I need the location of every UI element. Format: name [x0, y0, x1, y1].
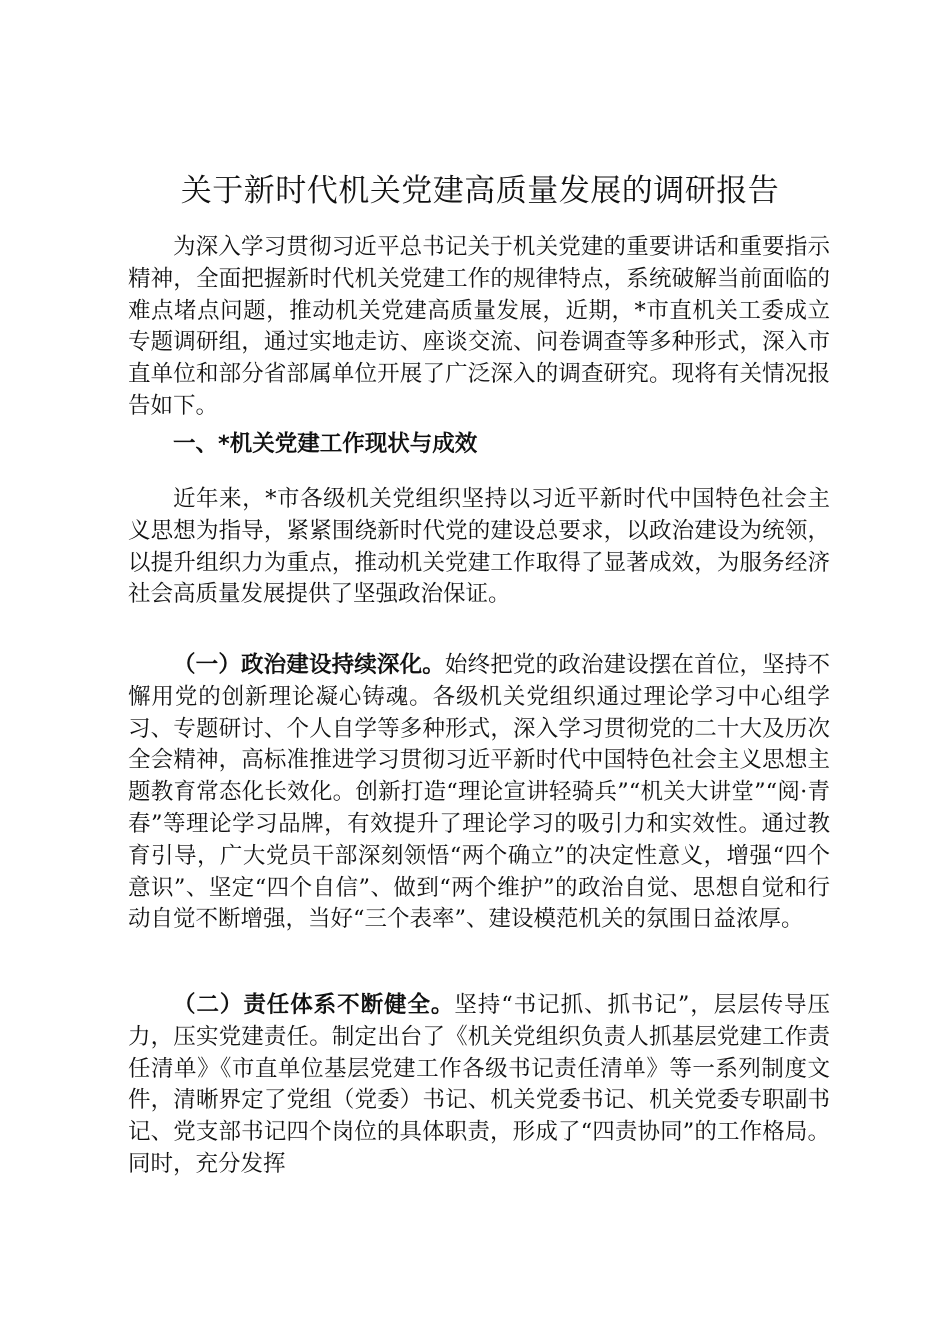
subsection-lead-responsibility: （二）责任体系不断健全。: [173, 992, 455, 1018]
intro-paragraph: 为深入学习贯彻习近平总书记关于机关党建的重要讲话和重要指示精神，全面把握新时代机关党建工作的规律特点，系统破解当前面临的难点堵点问题，推动机关党建高质量发展，近期，*市直机关工委成立专题调研组，通过实地走访、座谈交流、问卷调查等多种形式，深入市直单位和部分省部属单位开展了广泛深入的调查研究。现将有关情况报告如下。: [128, 234, 830, 419]
section-overview-paragraph: 近年来，*市各级机关党组织坚持以习近平新时代中国特色社会主义思想为指导，紧紧围绕新时代党的建设总要求，以政治建设为统领，以提升组织力为重点，推动机关党建工作取得了显著成效，为服务经济社会高质量发展提供了坚强政治保证。: [128, 486, 830, 608]
subsection-lead-political: （一）政治建设持续深化。: [173, 652, 445, 678]
document-title: 关于新时代机关党建高质量发展的调研报告: [180, 173, 780, 209]
subsection-paragraph-responsibility: [128, 990, 830, 1181]
subsection-text-political: 始终把党的政治建设摆在首位，坚持不懈用党的创新理论凝心铸魂。各级机关党组织通过理论学习中心组学习、专题研讨、个人自学等多种形式，深入学习贯彻党的二十大及历次全会精神，高标准推进学习贯彻习近平新时代中国特色社会主义思想主题教育常态化长效化。创新打造“理论宣讲轻骑兵”“机关大讲堂”“阅·青春”等理论学习品牌，有效提升了理论学习的吸引力和实效性。通过教育引导，广大党员干部深刻领悟“两个确立”的决定性意义，增强“四个意识”、坚定“四个自信”、做到“两个维护”的政治自觉、思想自觉和行动自觉不断增强，当好“三个表率”、建设模范机关的氛围日益浓厚。: [128, 652, 830, 933]
subsection-text-responsibility: 坚持“书记抓、抓书记”，层层传导压力，压实党建责任。制定出台了《机关党组织负责人抓基层党建工作责任清单》《市直单位基层党建工作各级书记责任清单》等一系列制度文件，清晰界定了党组（党委）书记、机关党委书记、机关党委专职副书记、党支部书记四个岗位的具体职责，形成了“四责协同”的工作格局。同时，充分发挥: [128, 992, 830, 1177]
section-heading: 一、*机关党建工作现状与成效: [173, 431, 478, 457]
subsection-paragraph-political: [128, 650, 830, 936]
